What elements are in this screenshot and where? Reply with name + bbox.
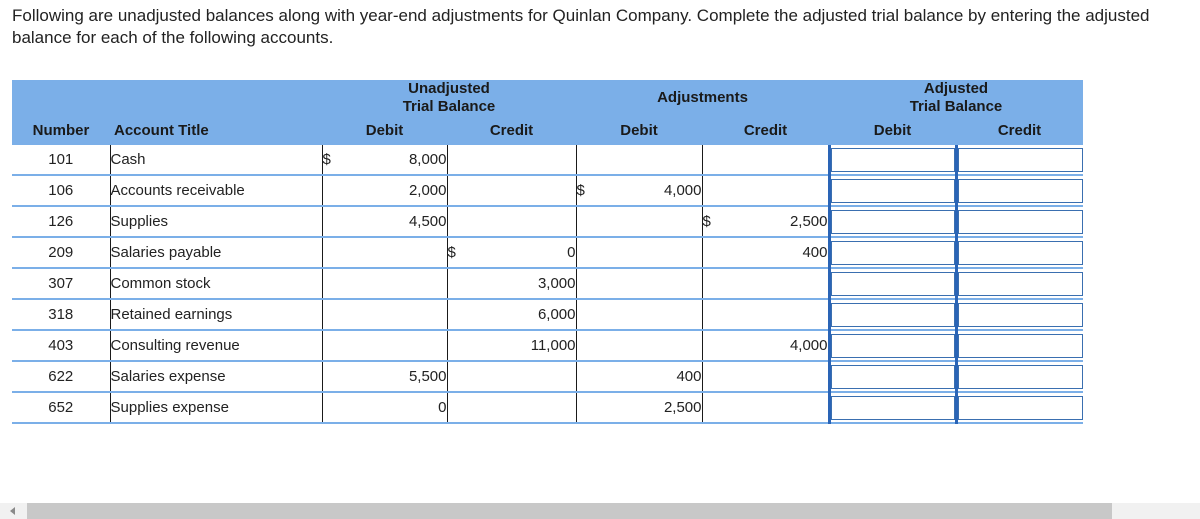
atb-debit-input[interactable] <box>831 272 955 296</box>
atb-credit-cell[interactable] <box>956 361 1083 392</box>
trial-balance-table <box>12 80 1083 424</box>
unadj-credit-amount <box>489 361 576 392</box>
table-row <box>12 175 1083 206</box>
account-title: Retained earnings <box>110 299 322 330</box>
adj-credit-amount: 400 <box>744 237 829 268</box>
unadj-credit-sign <box>447 299 489 330</box>
unadj-debit-sign: $ <box>322 145 362 175</box>
adj-credit-sign: $ <box>702 206 744 237</box>
account-title: Cash <box>110 145 322 175</box>
atb-debit-input[interactable] <box>831 396 955 420</box>
column-header-row <box>12 116 1083 145</box>
group-header-row <box>12 80 1083 116</box>
account-title: Accounts receivable <box>110 175 322 206</box>
adj-credit-amount <box>744 145 829 175</box>
atb-debit-input[interactable] <box>831 179 955 203</box>
table-row <box>12 206 1083 237</box>
atb-credit-input[interactable] <box>958 148 1084 172</box>
unadjusted-line2: Trial Balance <box>402 98 496 115</box>
atb-credit-input[interactable] <box>958 210 1084 234</box>
atb-debit-cell[interactable] <box>829 330 956 361</box>
unadj-credit-amount: 3,000 <box>489 268 576 299</box>
atb-credit-cell[interactable] <box>956 145 1083 175</box>
adj-debit-amount: 2,500 <box>618 392 702 423</box>
col-number: Number <box>12 116 110 145</box>
adjusted-line2: Trial Balance <box>909 98 1003 115</box>
account-title: Supplies <box>110 206 322 237</box>
adj-credit-sign <box>702 145 744 175</box>
unadj-debit-amount: 8,000 <box>362 145 447 175</box>
unadj-debit-sign <box>322 206 362 237</box>
atb-debit-input[interactable] <box>831 365 955 389</box>
adj-credit-amount <box>744 268 829 299</box>
adj-debit-sign <box>576 206 618 237</box>
unadj-credit-amount: 6,000 <box>489 299 576 330</box>
unadj-credit-amount: 11,000 <box>489 330 576 361</box>
table-row <box>12 361 1083 392</box>
unadj-debit-amount <box>362 299 447 330</box>
col-unadj-debit: Debit <box>322 116 447 145</box>
table-row <box>12 392 1083 423</box>
unadj-debit-amount: 2,000 <box>362 175 447 206</box>
atb-debit-cell[interactable] <box>829 392 956 423</box>
account-title: Salaries payable <box>110 237 322 268</box>
adjusted-trial-balance-header <box>829 80 1083 116</box>
atb-credit-cell[interactable] <box>956 299 1083 330</box>
atb-credit-cell[interactable] <box>956 392 1083 423</box>
adj-credit-sign <box>702 330 744 361</box>
adj-credit-amount <box>744 299 829 330</box>
adj-debit-amount <box>618 330 702 361</box>
adj-credit-sign <box>702 361 744 392</box>
col-adj-debit: Debit <box>576 116 702 145</box>
atb-credit-input[interactable] <box>958 179 1084 203</box>
unadj-debit-sign <box>322 175 362 206</box>
col-unadj-credit: Credit <box>447 116 576 145</box>
table-row <box>12 268 1083 299</box>
adj-credit-sign <box>702 237 744 268</box>
adj-debit-sign <box>576 237 618 268</box>
atb-debit-cell[interactable] <box>829 175 956 206</box>
atb-debit-input[interactable] <box>831 210 955 234</box>
table-row <box>12 330 1083 361</box>
adj-credit-amount <box>744 361 829 392</box>
atb-credit-input[interactable] <box>958 241 1084 265</box>
adj-credit-sign <box>702 268 744 299</box>
col-account-title: Account Title <box>110 116 322 145</box>
account-number: 403 <box>12 330 110 361</box>
unadj-credit-amount <box>489 145 576 175</box>
atb-credit-input[interactable] <box>958 334 1084 358</box>
unadj-debit-sign <box>322 330 362 361</box>
atb-debit-input[interactable] <box>831 241 955 265</box>
instructions-text: Following are unadjusted balances along with year-end adjustments for Quinlan Company. Complete the adjusted trial balance by entering the adjusted balance for each of the following accounts. <box>12 6 1150 47</box>
col-adj-credit: Credit <box>702 116 829 145</box>
account-number: 101 <box>12 145 110 175</box>
adj-debit-amount <box>618 145 702 175</box>
trial-balance-rows <box>12 145 1083 423</box>
unadjusted-line1: Unadjusted <box>408 80 490 97</box>
horizontal-scrollbar[interactable] <box>0 503 1200 519</box>
adj-credit-amount: 4,000 <box>744 330 829 361</box>
adj-credit-amount <box>744 175 829 206</box>
account-number: 209 <box>12 237 110 268</box>
unadj-credit-amount: 0 <box>489 237 576 268</box>
account-title: Common stock <box>110 268 322 299</box>
adj-credit-amount: 2,500 <box>744 206 829 237</box>
unadj-debit-sign <box>322 268 362 299</box>
unadj-debit-sign <box>322 299 362 330</box>
adjusted-line1: Adjusted <box>923 80 989 97</box>
col-atb-debit: Debit <box>829 116 956 145</box>
adj-debit-amount <box>618 299 702 330</box>
scrollbar-thumb[interactable] <box>27 503 1112 519</box>
atb-credit-cell[interactable] <box>956 268 1083 299</box>
account-title: Consulting revenue <box>110 330 322 361</box>
atb-debit-cell[interactable] <box>829 299 956 330</box>
adj-debit-amount <box>618 268 702 299</box>
atb-debit-cell[interactable] <box>829 145 956 175</box>
unadj-debit-amount <box>362 330 447 361</box>
unadjusted-trial-balance-header <box>322 80 576 116</box>
adj-debit-sign <box>576 299 618 330</box>
atb-credit-cell[interactable] <box>956 237 1083 268</box>
adj-debit-amount: 400 <box>618 361 702 392</box>
unadj-debit-amount: 0 <box>362 392 447 423</box>
unadj-credit-sign <box>447 361 489 392</box>
adj-debit-sign <box>576 145 618 175</box>
account-number: 126 <box>12 206 110 237</box>
adjustments-header: Adjustments <box>576 80 829 116</box>
adj-debit-amount <box>618 206 702 237</box>
account-number: 622 <box>12 361 110 392</box>
table-row <box>12 299 1083 330</box>
unadj-credit-sign <box>447 392 489 423</box>
atb-credit-cell[interactable] <box>956 175 1083 206</box>
unadj-credit-sign <box>447 145 489 175</box>
unadj-credit-amount <box>489 175 576 206</box>
atb-debit-cell[interactable] <box>829 268 956 299</box>
adj-credit-sign <box>702 299 744 330</box>
atb-credit-input[interactable] <box>958 365 1084 389</box>
atb-credit-input[interactable] <box>958 396 1084 420</box>
adj-debit-sign <box>576 392 618 423</box>
scroll-left-arrow-icon[interactable] <box>10 507 15 515</box>
unadj-credit-amount <box>489 392 576 423</box>
unadj-credit-amount <box>489 206 576 237</box>
unadj-debit-amount <box>362 268 447 299</box>
table-row <box>12 237 1083 268</box>
atb-credit-cell[interactable] <box>956 330 1083 361</box>
unadj-credit-sign <box>447 268 489 299</box>
unadj-debit-sign <box>322 361 362 392</box>
atb-credit-cell[interactable] <box>956 206 1083 237</box>
table-row <box>12 145 1083 175</box>
atb-credit-input[interactable] <box>958 303 1084 327</box>
atb-debit-cell[interactable] <box>829 206 956 237</box>
unadj-credit-sign <box>447 175 489 206</box>
adj-debit-amount: 4,000 <box>618 175 702 206</box>
unadj-credit-sign <box>447 330 489 361</box>
atb-credit-input[interactable] <box>958 272 1084 296</box>
adj-debit-amount <box>618 237 702 268</box>
account-number: 318 <box>12 299 110 330</box>
adj-debit-sign: $ <box>576 175 618 206</box>
unadj-debit-sign <box>322 392 362 423</box>
account-title: Supplies expense <box>110 392 322 423</box>
atb-debit-input[interactable] <box>831 148 955 172</box>
adj-debit-sign <box>576 330 618 361</box>
adj-debit-sign <box>576 361 618 392</box>
account-number: 307 <box>12 268 110 299</box>
col-atb-credit: Credit <box>956 116 1083 145</box>
unadj-credit-sign: $ <box>447 237 489 268</box>
unadj-debit-amount <box>362 237 447 268</box>
atb-debit-cell[interactable] <box>829 361 956 392</box>
adj-credit-sign <box>702 175 744 206</box>
account-title: Salaries expense <box>110 361 322 392</box>
account-number: 652 <box>12 392 110 423</box>
unadj-debit-amount: 4,500 <box>362 206 447 237</box>
adj-credit-sign <box>702 392 744 423</box>
atb-debit-input[interactable] <box>831 303 955 327</box>
account-number: 106 <box>12 175 110 206</box>
unadj-debit-amount: 5,500 <box>362 361 447 392</box>
atb-debit-cell[interactable] <box>829 237 956 268</box>
unadj-debit-sign <box>322 237 362 268</box>
adj-credit-amount <box>744 392 829 423</box>
adj-debit-sign <box>576 268 618 299</box>
unadj-credit-sign <box>447 206 489 237</box>
atb-debit-input[interactable] <box>831 334 955 358</box>
